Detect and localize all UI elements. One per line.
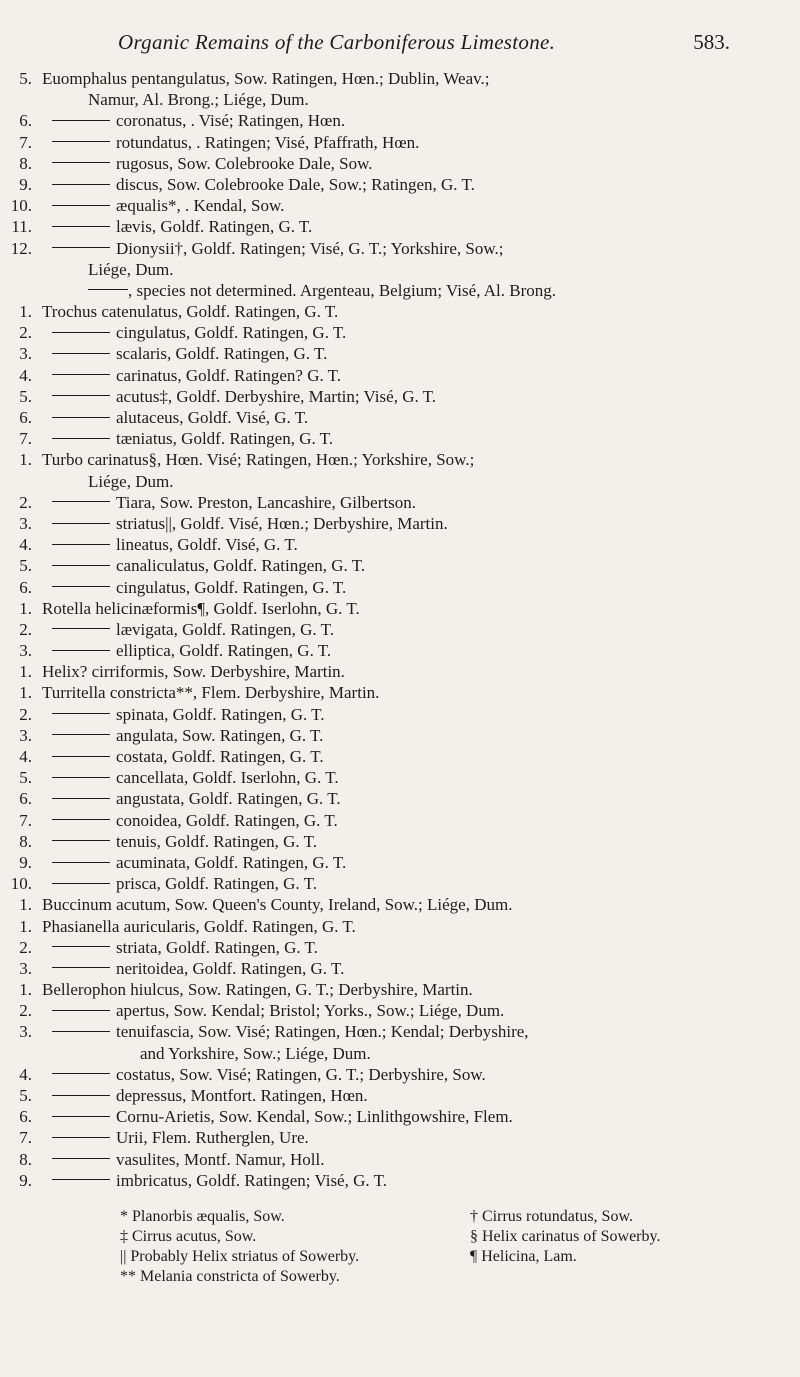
entry-number: 6. <box>19 577 32 597</box>
entry-number: 2. <box>19 323 32 343</box>
entry-text: Euomphalus pentangulatus, Sow. Ratingen, Hœn.; Dublin, Weav.; <box>42 69 490 88</box>
entry-number: 2. <box>19 937 32 957</box>
list-line <box>0 238 800 259</box>
entry-text: imbricatus, Goldf. Ratingen; Visé, G. T. <box>52 1170 387 1191</box>
entry-text: striatus||, Goldf. Visé, Hœn.; Derbyshire, Martin. <box>52 513 448 534</box>
entry-text: rotundatus, . Ratingen; Visé, Pfaffrath, Hœn. <box>52 132 419 153</box>
list-line <box>0 810 800 831</box>
list-line <box>0 513 800 534</box>
entry-text: Trochus catenulatus, Goldf. Ratingen, G. T. <box>42 302 339 322</box>
list-line <box>0 894 800 915</box>
list-line <box>0 1043 800 1064</box>
entry-text: Bellerophon hiulcus, Sow. Ratingen, G. T.; Derbyshire, Martin. <box>42 980 473 1000</box>
entry-text: lævigata, Goldf. Ratingen, G. T. <box>52 619 334 640</box>
list-line <box>0 110 800 131</box>
entry-text: prisca, Goldf. Ratingen, G. T. <box>52 873 317 894</box>
footnote: § Helix carinatus of Sowerby. <box>470 1228 661 1245</box>
list-line <box>0 725 800 746</box>
entry-number: 3. <box>19 641 32 661</box>
entry-number: 7. <box>19 810 32 830</box>
list-line <box>0 682 800 703</box>
entry-number: 8. <box>19 1149 32 1169</box>
entry-text: costatus, Sow. Visé; Ratingen, G. T.; Derbyshire, Sow. <box>52 1064 486 1085</box>
entry-text: tenuifascia, Sow. Visé; Ratingen, Hœn.; Kendal; Derbyshire, <box>52 1021 529 1042</box>
entry-number: 3. <box>19 725 32 745</box>
list-line <box>0 1000 800 1021</box>
entry-text: coronatus, . Visé; Ratingen, Hœn. <box>52 110 345 131</box>
entry-text: lævis, Goldf. Ratingen, G. T. <box>52 216 312 237</box>
list-line <box>0 322 800 343</box>
entry-text: Cornu-Arietis, Sow. Kendal, Sow.; Linlithgowshire, Flem. <box>52 1106 513 1127</box>
list-line <box>0 852 800 873</box>
entry-text: Phasianella auricularis, Goldf. Ratingen, G. T. <box>42 916 356 936</box>
entry-text: and Yorkshire, Sow.; Liége, Dum. <box>140 1043 371 1063</box>
entry-text: cancellata, Goldf. Iserlohn, G. T. <box>52 767 339 788</box>
entry-number: 1. <box>19 662 32 682</box>
entry-number: 2. <box>19 1001 32 1021</box>
entry-number: 7. <box>19 429 32 449</box>
entry-text: apertus, Sow. Kendal; Bristol; Yorks., Sow.; Liége, Dum. <box>52 1000 504 1021</box>
list-line <box>0 428 800 449</box>
list-line <box>0 280 800 301</box>
list-line <box>0 449 800 470</box>
list-line <box>0 386 800 407</box>
species-list <box>0 68 800 1191</box>
entry-number: 2. <box>19 492 32 512</box>
entry-text: conoidea, Goldf. Ratingen, G. T. <box>52 810 338 831</box>
entry-text: Turbo carinatus§, Hœn. Visé; Ratingen, Hœn.; Yorkshire, Sow.; <box>42 450 475 470</box>
footnote: || Probably Helix striatus of Sowerby. <box>120 1248 360 1265</box>
entry-number: 3. <box>19 513 32 533</box>
entry-number: 5. <box>19 69 32 88</box>
footnote: * Planorbis æqualis, Sow. <box>120 1208 285 1225</box>
list-line <box>0 174 800 195</box>
page-number: 583. <box>693 30 730 54</box>
entry-text: cingulatus, Goldf. Ratingen, G. T. <box>52 577 346 598</box>
entry-number: 1. <box>19 450 32 470</box>
entry-number: 4. <box>19 747 32 766</box>
entry-text: Helix? cirriformis, Sow. Derbyshire, Martin. <box>42 662 345 682</box>
list-line <box>0 407 800 428</box>
entry-number: 5. <box>19 386 32 406</box>
list-line <box>0 1149 800 1170</box>
entry-text: vasulites, Montf. Namur, Holl. <box>52 1149 325 1170</box>
entry-text: cingulatus, Goldf. Ratingen, G. T. <box>52 322 346 343</box>
list-line <box>0 534 800 555</box>
entry-text: angulata, Sow. Ratingen, G. T. <box>52 725 323 746</box>
list-line <box>0 1064 800 1085</box>
entry-text: discus, Sow. Colebrooke Dale, Sow.; Ratingen, G. T. <box>52 174 475 195</box>
list-line <box>0 746 800 767</box>
list-line <box>0 873 800 894</box>
entry-number: 6. <box>19 1107 32 1127</box>
entry-text: , species not determined. Argenteau, Belgium; Visé, Al. Brong. <box>88 280 556 301</box>
list-line <box>0 89 800 110</box>
entry-number: 9. <box>19 1170 32 1190</box>
footnote: † Cirrus rotundatus, Sow. <box>470 1208 633 1225</box>
entry-text: striata, Goldf. Ratingen, G. T. <box>52 937 318 958</box>
entry-text: costata, Goldf. Ratingen, G. T. <box>52 746 324 767</box>
entry-text: carinatus, Goldf. Ratingen? G. T. <box>52 365 341 386</box>
entry-text: Dionysii†, Goldf. Ratingen; Visé, G. T.; Yorkshire, Sow.; <box>52 238 503 259</box>
list-line <box>0 788 800 809</box>
entry-text: tenuis, Goldf. Ratingen, G. T. <box>52 831 317 852</box>
entry-number: 6. <box>19 789 32 809</box>
entry-text: alutaceus, Goldf. Visé, G. T. <box>52 407 308 428</box>
footnote: ** Melania constricta of Sowerby. <box>120 1268 340 1285</box>
list-line <box>0 68 800 89</box>
list-line <box>0 132 800 153</box>
entry-number: 5. <box>19 556 32 576</box>
entry-number: 12. <box>10 238 32 258</box>
entry-text: æqualis*, . Kendal, Sow. <box>52 195 284 216</box>
list-line <box>0 343 800 364</box>
entry-text: Buccinum acutum, Sow. Queen's County, Ireland, Sow.; Liége, Dum. <box>42 895 513 915</box>
entry-text: Namur, Al. Brong.; Liége, Dum. <box>88 90 309 110</box>
entry-text: Liége, Dum. <box>88 471 174 491</box>
entry-number: 5. <box>19 768 32 788</box>
entry-text: neritoidea, Goldf. Ratingen, G. T. <box>52 958 344 979</box>
entry-text: canaliculatus, Goldf. Ratingen, G. T. <box>52 555 365 576</box>
entry-number: 1. <box>19 598 32 618</box>
entry-number: 1. <box>19 895 32 915</box>
list-line <box>0 195 800 216</box>
entry-text: rugosus, Sow. Colebrooke Dale, Sow. <box>52 153 373 174</box>
entry-number: 10. <box>10 196 32 216</box>
entry-number: 7. <box>19 132 32 152</box>
list-line <box>0 216 800 237</box>
entry-text: Tiara, Sow. Preston, Lancashire, Gilbertson. <box>52 492 416 513</box>
list-line <box>0 767 800 788</box>
entry-number: 5. <box>19 1086 32 1105</box>
entry-number: 3. <box>19 344 32 364</box>
entry-number: 11. <box>11 217 32 237</box>
entry-number: 4. <box>19 1064 32 1084</box>
entry-number: 6. <box>19 111 32 131</box>
entry-text: Urii, Flem. Rutherglen, Ure. <box>52 1127 309 1148</box>
entry-text: scalaris, Goldf. Ratingen, G. T. <box>52 343 327 364</box>
list-line <box>0 598 800 619</box>
header-title: Organic Remains of the Carboniferous Limestone. <box>118 30 556 54</box>
entry-number: 4. <box>19 365 32 385</box>
entry-number: 2. <box>19 704 32 724</box>
entry-text: Rotella helicinæformis¶, Goldf. Iserlohn, G. T. <box>42 598 360 618</box>
list-line <box>0 1170 800 1191</box>
entry-number: 2. <box>19 619 32 639</box>
entry-number: 3. <box>19 1022 32 1042</box>
entry-number: 3. <box>19 958 32 978</box>
list-line <box>0 1106 800 1127</box>
list-line <box>0 259 800 280</box>
footnote: ‡ Cirrus acutus, Sow. <box>120 1228 257 1245</box>
entry-text: tæniatus, Goldf. Ratingen, G. T. <box>52 428 333 449</box>
entry-number: 9. <box>19 852 32 872</box>
entry-text: Turritella constricta**, Flem. Derbyshire, Martin. <box>42 683 380 703</box>
footnote: ¶ Helicina, Lam. <box>470 1248 577 1265</box>
list-line <box>0 1085 800 1106</box>
list-line <box>0 577 800 598</box>
entry-number: 1. <box>19 916 32 936</box>
entry-text: acutus‡, Goldf. Derbyshire, Martin; Visé, G. T. <box>52 386 436 407</box>
entry-number: 1. <box>19 302 32 322</box>
entry-text: spinata, Goldf. Ratingen, G. T. <box>52 704 325 725</box>
entry-text: depressus, Montfort. Ratingen, Hœn. <box>52 1085 368 1106</box>
entry-text: angustata, Goldf. Ratingen, G. T. <box>52 788 341 809</box>
entry-number: 1. <box>19 683 32 703</box>
list-line <box>0 958 800 979</box>
list-line <box>0 619 800 640</box>
list-line <box>0 937 800 958</box>
list-line <box>0 492 800 513</box>
list-line <box>0 640 800 661</box>
running-header <box>0 30 800 60</box>
list-line <box>0 831 800 852</box>
entry-number: 8. <box>19 153 32 173</box>
entry-number: 1. <box>19 980 32 1000</box>
entry-text: Liége, Dum. <box>88 259 174 279</box>
list-line <box>0 301 800 322</box>
entry-number: 9. <box>19 174 32 194</box>
list-line <box>0 979 800 1000</box>
list-line <box>0 153 800 174</box>
list-line <box>0 916 800 937</box>
entry-number: 4. <box>19 535 32 555</box>
entry-number: 10. <box>10 874 32 894</box>
list-line <box>0 1127 800 1148</box>
list-line <box>0 704 800 725</box>
entry-number: 8. <box>19 831 32 851</box>
list-line <box>0 555 800 576</box>
list-line <box>0 1021 800 1042</box>
list-line <box>0 471 800 492</box>
entry-number: 7. <box>19 1128 32 1148</box>
list-line <box>0 661 800 682</box>
entry-text: lineatus, Goldf. Visé, G. T. <box>52 534 298 555</box>
entry-number: 6. <box>19 408 32 427</box>
list-line <box>0 365 800 386</box>
entry-text: acuminata, Goldf. Ratingen, G. T. <box>52 852 346 873</box>
entry-text: elliptica, Goldf. Ratingen, G. T. <box>52 640 331 661</box>
